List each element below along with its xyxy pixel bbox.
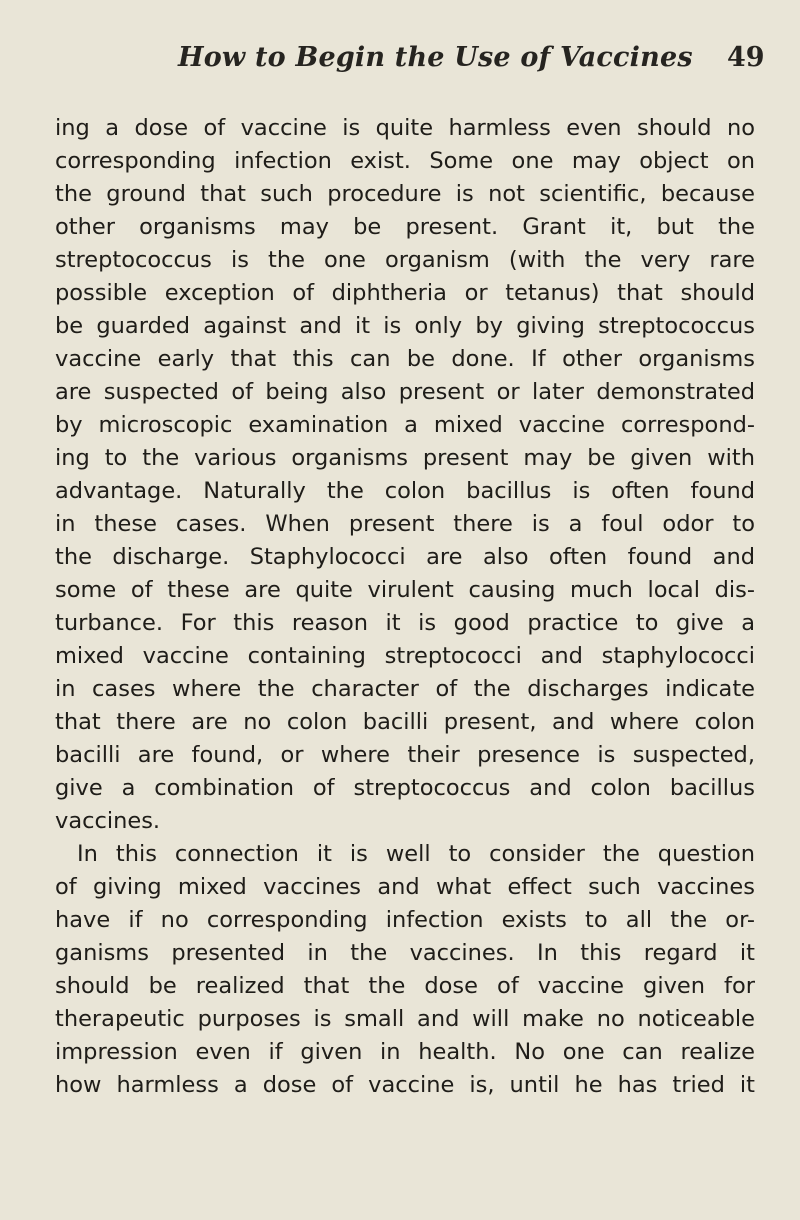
- text-line: bacilli are found, or where their presence is suspected,: [55, 742, 755, 768]
- page-number: 49: [727, 42, 765, 73]
- text-line: in cases where the character of the discharges indicate: [55, 676, 755, 702]
- text-line: mixed vaccine containing streptococci and staphylococci: [55, 643, 755, 669]
- text-line: that there are no colon bacilli present, and where colon: [55, 709, 755, 735]
- text-line: ing to the various organisms present may be given with: [55, 445, 755, 471]
- running-head: [0, 42, 800, 82]
- paragraph-end-line: vaccines.: [55, 808, 161, 834]
- text-line: by microscopic examination a mixed vaccine correspond-: [55, 412, 755, 438]
- text-line: vaccine early that this can be done. If other organisms: [55, 346, 755, 372]
- text-line: how harmless a dose of vaccine is, until he has tried it: [55, 1072, 755, 1098]
- text-line: of giving mixed vaccines and what effect such vaccines: [55, 874, 755, 900]
- text-line: in these cases. When present there is a foul odor to: [55, 511, 755, 537]
- text-line: turbance. For this reason it is good practice to give a: [55, 610, 755, 636]
- text-line: ganisms presented in the vaccines. In this regard it: [55, 940, 755, 966]
- text-line: should be realized that the dose of vaccine given for: [55, 973, 755, 999]
- text-line: ing a dose of vaccine is quite harmless even should no: [55, 115, 755, 141]
- text-line: other organisms may be present. Grant it, but the: [55, 214, 755, 240]
- body-text: [55, 112, 755, 1102]
- paragraph-start-line: In this connection it is well to consider the question: [77, 841, 755, 867]
- text-line: are suspected of being also present or later demonstrated: [55, 379, 755, 405]
- text-line: have if no corresponding infection exists to all the or-: [55, 907, 755, 933]
- text-line: be guarded against and it is only by giving streptococcus: [55, 313, 755, 339]
- text-line: give a combination of streptococcus and colon bacillus: [55, 775, 755, 801]
- running-title: How to Begin the Use of Vaccines: [178, 42, 693, 73]
- text-line: therapeutic purposes is small and will make no noticeable: [55, 1006, 755, 1032]
- text-line: corresponding infection exist. Some one may object on: [55, 148, 755, 174]
- text-line: streptococcus is the one organism (with the very rare: [55, 247, 755, 273]
- text-line: some of these are quite virulent causing much local dis-: [55, 577, 755, 603]
- text-line: advantage. Naturally the colon bacillus is often found: [55, 478, 755, 504]
- text-line: impression even if given in health. No one can realize: [55, 1039, 755, 1065]
- text-line: the ground that such procedure is not scientific, because: [55, 181, 755, 207]
- text-line: the discharge. Staphylococci are also often found and: [55, 544, 755, 570]
- text-line: possible exception of diphtheria or tetanus) that should: [55, 280, 755, 306]
